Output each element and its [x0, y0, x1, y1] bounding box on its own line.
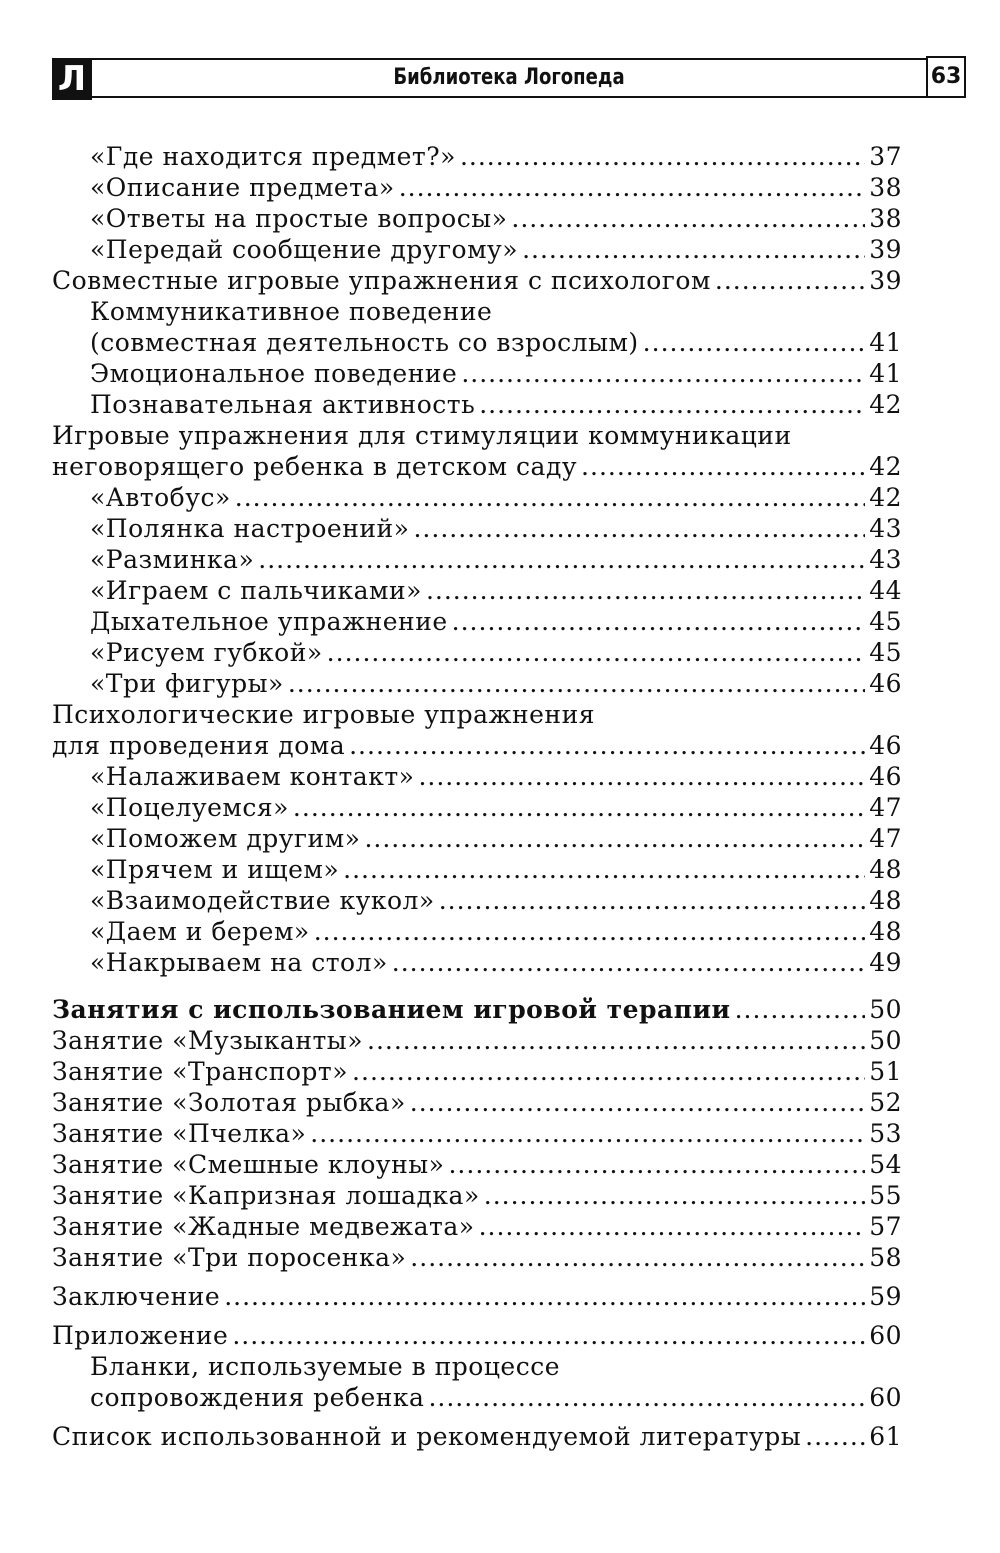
toc-entry-page: 48	[869, 855, 902, 884]
dot-leader	[479, 389, 865, 420]
dot-leader	[310, 1118, 865, 1149]
toc-entry	[52, 544, 902, 575]
toc-entry	[52, 327, 902, 358]
dot-leader	[511, 203, 865, 234]
toc-entry-title: сопровождения ребенка	[90, 1383, 425, 1412]
toc-entry-title: Игровые упражнения для стимуляции коммуникации	[52, 421, 792, 450]
toc-entry-page: 47	[869, 793, 902, 822]
dot-leader	[232, 1320, 865, 1351]
toc-entry-page: 60	[869, 1383, 902, 1412]
toc-entry-page: 38	[869, 204, 902, 233]
toc-entry-title: «Налаживаем контакт»	[90, 762, 415, 791]
dot-leader	[484, 1180, 865, 1211]
toc-entry-title: Познавательная активность	[90, 390, 476, 419]
toc-entry-page: 57	[869, 1212, 902, 1241]
toc-entry-title: Занятие «Пчелка»	[52, 1119, 307, 1148]
page-number: 63	[926, 56, 966, 98]
toc-entry-title: Занятие «Музыканты»	[52, 1026, 364, 1055]
dot-leader	[293, 792, 865, 823]
toc-entry	[52, 916, 902, 947]
toc-entry	[52, 1242, 902, 1273]
toc-entry-page: 59	[869, 1282, 902, 1311]
section-gap	[52, 1413, 902, 1421]
toc-entry-title: «Рисуем губкой»	[90, 638, 323, 667]
toc-entry-title: «Даем и берем»	[90, 917, 310, 946]
dot-leader	[460, 141, 865, 172]
toc-section	[52, 451, 902, 482]
toc-entry-page: 42	[869, 390, 902, 419]
toc-entry-title: неговорящего ребенка в детском саду	[52, 452, 578, 481]
dot-leader	[392, 947, 865, 978]
dot-leader	[288, 668, 865, 699]
toc-entry-title: Занятие «Три поросенка»	[52, 1243, 407, 1272]
toc-chapter	[52, 1281, 902, 1312]
toc-entry-page: 46	[869, 762, 902, 791]
toc-chapter	[52, 994, 902, 1025]
toc-entry	[52, 1211, 902, 1242]
toc-entry-page: 42	[869, 452, 902, 481]
toc-entry	[52, 761, 902, 792]
toc-entry-title: Занятие «Смешные клоуны»	[52, 1150, 445, 1179]
toc-entry	[52, 389, 902, 420]
dot-leader	[327, 637, 866, 668]
toc-entry-title: Приложение	[52, 1321, 229, 1350]
dot-leader	[452, 606, 866, 637]
dot-leader	[352, 1056, 865, 1087]
toc-entry	[52, 358, 902, 389]
toc-entry-page: 52	[869, 1088, 902, 1117]
toc-entry-title: «Три фигуры»	[90, 669, 284, 698]
dot-leader	[399, 172, 865, 203]
toc-entry-title: Бланки, используемые в процессе	[90, 1352, 561, 1381]
dot-leader	[224, 1281, 865, 1312]
toc-chapter	[52, 1320, 902, 1351]
toc-entry	[52, 947, 902, 978]
toc-entry-title: Эмоциональное поведение	[90, 359, 458, 388]
toc-entry-title: «Накрываем на стол»	[90, 948, 388, 977]
toc-entry	[52, 1087, 902, 1118]
toc-section-line1	[52, 420, 902, 451]
dot-leader	[522, 234, 865, 265]
toc-entry-page: 54	[869, 1150, 902, 1179]
toc-entry-title: «Описание предмета»	[90, 173, 395, 202]
dot-leader	[410, 1087, 865, 1118]
toc-entry-page: 46	[869, 669, 902, 698]
toc-entry	[52, 1382, 902, 1413]
dot-leader	[479, 1211, 866, 1242]
dot-leader	[258, 544, 865, 575]
toc-entry-page: 55	[869, 1181, 902, 1210]
toc-entry-title: «Где находится предмет?»	[90, 142, 456, 171]
toc-entry-title: (совместная деятельность со взрослым)	[90, 328, 639, 357]
toc-entry-title: «Полянка настроений»	[90, 514, 410, 543]
toc-entry-title: «Прячем и ищем»	[90, 855, 340, 884]
toc-entry	[52, 823, 902, 854]
toc-entry-title: Совместные игровые упражнения с психологом	[52, 266, 711, 295]
dot-leader	[349, 730, 865, 761]
toc-entry-page: 50	[869, 995, 902, 1024]
toc-entry-page: 39	[869, 266, 902, 295]
toc-section-line1	[52, 699, 902, 730]
dot-leader	[448, 1149, 865, 1180]
toc-entry-title: Дыхательное упражнение	[90, 607, 448, 636]
toc-entry-title: «Автобус»	[90, 483, 231, 512]
series-logo: Л	[52, 58, 92, 100]
toc-entry-title: Заключение	[52, 1282, 221, 1311]
toc-entry	[52, 203, 902, 234]
dot-leader	[428, 1382, 865, 1413]
section-gap	[52, 1312, 902, 1320]
toc-entry-title: Коммуникативное поведение	[90, 297, 493, 326]
toc-entry-page: 42	[869, 483, 902, 512]
dot-leader	[715, 265, 865, 296]
toc-entry	[52, 1118, 902, 1149]
toc-section	[52, 265, 902, 296]
running-header	[52, 58, 962, 100]
toc-entry-title: Занятие «Золотая рыбка»	[52, 1088, 406, 1117]
toc-entry-page: 51	[869, 1057, 902, 1086]
toc-entry-page: 43	[869, 545, 902, 574]
toc-entry-title: «Поцелуемся»	[90, 793, 289, 822]
table-of-contents	[52, 141, 902, 1452]
toc-entry	[52, 1149, 902, 1180]
dot-leader	[343, 854, 865, 885]
toc-entry	[52, 1025, 902, 1056]
toc-entry-page: 43	[869, 514, 902, 543]
toc-entry	[52, 668, 902, 699]
toc-entry-title: «Передай сообщение другому»	[90, 235, 519, 264]
dot-leader	[643, 327, 866, 358]
toc-entry-page: 58	[869, 1243, 902, 1272]
toc-entry-title: Занятия с использованием игровой терапии	[52, 995, 731, 1024]
toc-entry-title: «Взаимодействие кукол»	[90, 886, 435, 915]
toc-entry	[52, 1056, 902, 1087]
dot-leader	[314, 916, 865, 947]
dot-leader	[461, 358, 865, 389]
section-gap	[52, 1273, 902, 1281]
dot-leader	[364, 823, 865, 854]
toc-entry-line1	[52, 1351, 902, 1382]
toc-entry-page: 53	[869, 1119, 902, 1148]
toc-entry-page: 49	[869, 948, 902, 977]
toc-entry-page: 47	[869, 824, 902, 853]
toc-entry	[52, 575, 902, 606]
toc-entry	[52, 1180, 902, 1211]
toc-entry-title: Занятие «Жадные медвежата»	[52, 1212, 475, 1241]
toc-entry-page: 37	[869, 142, 902, 171]
toc-entry-page: 38	[869, 173, 902, 202]
toc-entry-line1	[52, 296, 902, 327]
toc-entry	[52, 482, 902, 513]
dot-leader	[805, 1421, 865, 1452]
toc-entry-title: «Ответы на простые вопросы»	[90, 204, 508, 233]
toc-entry-page: 44	[869, 576, 902, 605]
toc-entry-title: «Разминка»	[90, 545, 255, 574]
header-rule-bottom	[92, 96, 926, 98]
dot-leader	[439, 885, 865, 916]
toc-entry-page: 48	[869, 917, 902, 946]
toc-entry	[52, 637, 902, 668]
toc-entry-page: 45	[869, 607, 902, 636]
toc-entry-page: 41	[869, 359, 902, 388]
section-gap	[52, 978, 902, 994]
header-rule-top	[92, 58, 926, 60]
toc-entry-page: 41	[869, 328, 902, 357]
dot-leader	[735, 994, 866, 1025]
toc-entry	[52, 792, 902, 823]
toc-entry-page: 48	[869, 886, 902, 915]
toc-entry	[52, 141, 902, 172]
toc-entry	[52, 606, 902, 637]
toc-entry-page: 50	[869, 1026, 902, 1055]
toc-entry-title: «Играем с пальчиками»	[90, 576, 422, 605]
toc-entry-page: 60	[869, 1321, 902, 1350]
toc-entry	[52, 234, 902, 265]
dot-leader	[413, 513, 865, 544]
toc-section	[52, 730, 902, 761]
toc-entry-page: 46	[869, 731, 902, 760]
toc-entry-title: Список использованной и рекомендуемой литературы	[52, 1422, 802, 1451]
toc-entry	[52, 885, 902, 916]
toc-entry-title: для проведения дома	[52, 731, 346, 760]
toc-entry-page: 39	[869, 235, 902, 264]
dot-leader	[418, 761, 865, 792]
toc-entry	[52, 854, 902, 885]
toc-entry-page: 45	[869, 638, 902, 667]
dot-leader	[410, 1242, 865, 1273]
toc-entry	[52, 513, 902, 544]
toc-entry-title: «Поможем другим»	[90, 824, 361, 853]
dot-leader	[235, 482, 865, 513]
toc-entry-title: Психологические игровые упражнения	[52, 700, 596, 729]
toc-entry-title: Занятие «Транспорт»	[52, 1057, 349, 1086]
toc-entry-title: Занятие «Капризная лошадка»	[52, 1181, 480, 1210]
dot-leader	[426, 575, 865, 606]
toc-entry	[52, 172, 902, 203]
toc-chapter	[52, 1421, 902, 1452]
dot-leader	[581, 451, 865, 482]
dot-leader	[367, 1025, 865, 1056]
header-title: Библиотека Логопеда	[393, 65, 625, 90]
toc-entry-page: 61	[869, 1422, 902, 1451]
